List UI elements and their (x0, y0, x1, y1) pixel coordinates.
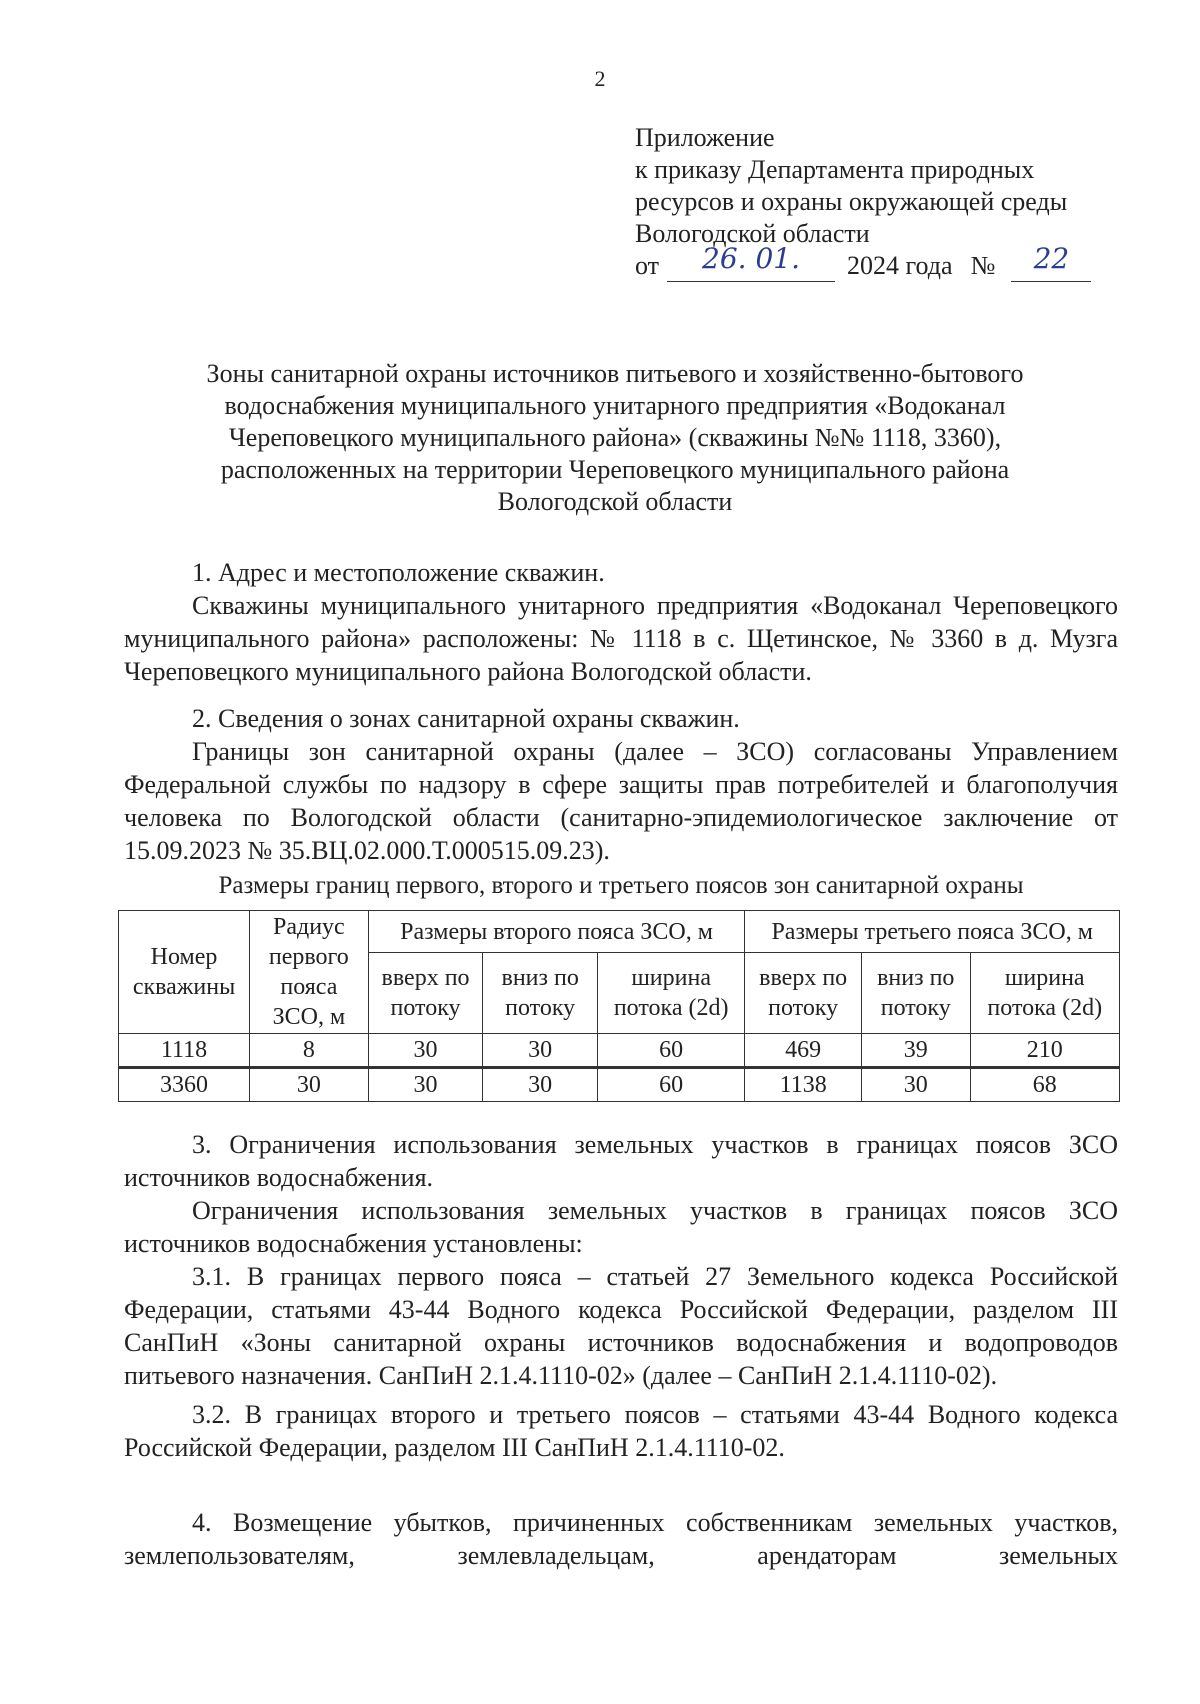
table-cell: 68 (970, 1068, 1120, 1102)
table-row (119, 1034, 1120, 1068)
section-1 (124, 556, 1118, 688)
section-3-1: 3.1. В границах первого пояса – статьей 27 Земельного кодекса Российской Федерации, статьями 43-44 Водного кодекса Российской Федерации, разделом III СанПиН «Зоны санитарной охраны источников водоснабжения и водопроводов питьевого назначения. СанПиН 2.1.4.1110-02» (далее – СанПиН 2.1.4.1110-02). (124, 1262, 1118, 1390)
title-line: расположенных на территории Череповецкого муниципального района (220, 455, 1010, 484)
header-third-down: вниз по потоку (862, 953, 970, 1034)
table-cell: 39 (862, 1034, 970, 1068)
section-2 (124, 702, 1118, 867)
section-3-intro: Ограничения использования земельных участков в границах поясов ЗСО источников водоснабжения установлены: (124, 1196, 1118, 1258)
annex-date-line (635, 242, 1155, 282)
table-cell: 30 (368, 1034, 483, 1068)
date-blank (667, 242, 835, 282)
title-line: Вологодской области (497, 487, 733, 516)
annex-line: к приказу Департамента природных (635, 155, 1035, 184)
table-cell: 30 (862, 1068, 970, 1102)
table-cell: 30 (250, 1068, 369, 1102)
table-caption: Размеры границ первого, второго и третьего поясов зон санитарной охраны (218, 872, 1024, 899)
header-second-zone: Размеры второго пояса ЗСО, м (368, 911, 745, 953)
year-text: 2024 года (847, 251, 953, 280)
section-3 (124, 1128, 1118, 1464)
title-line: Зоны санитарной охраны источников питьевого и хозяйственно-бытового (206, 359, 1024, 388)
title-line: Череповецкого муниципального района» (скважины №№ 1118, 3360), (228, 423, 1002, 452)
table-cell: 8 (250, 1034, 369, 1068)
section-1-heading: 1. Адрес и местоположение скважин. (192, 558, 605, 587)
header-third-up: вверх по потоку (745, 953, 862, 1034)
table-cell: 60 (597, 1034, 744, 1068)
header-third-zone: Размеры третьего пояса ЗСО, м (745, 911, 1120, 953)
header-second-down: вниз по потоку (483, 953, 598, 1034)
title-line: водоснабжения муниципального унитарного предприятия «Водоканал (224, 391, 1006, 420)
table-cell: 30 (483, 1068, 598, 1102)
document-title (120, 358, 1110, 518)
table-cell: 469 (745, 1034, 862, 1068)
section-4 (124, 1506, 1118, 1572)
annex-block (635, 122, 1155, 282)
annex-line: Приложение (635, 123, 775, 152)
table-cell: 60 (597, 1068, 744, 1102)
header-second-up: вверх по потоку (368, 953, 483, 1034)
section-3-2: 3.2. В границах второго и третьего поясов – статьями 43-44 Водного кодекса Российской Федерации, разделом III СанПиН 2.1.4.1110-02. (124, 1400, 1118, 1462)
annex-line: Вологодской области (635, 219, 870, 248)
header-number: Номер скважины (119, 911, 250, 1034)
page-number: 2 (594, 66, 606, 91)
handwritten-number: 22 (1033, 242, 1070, 275)
table-row (119, 1068, 1120, 1102)
annex-line: ресурсов и охраны окружающей среды (635, 187, 1068, 216)
section-3-heading: 3. Ограничения использования земельных участков в границах поясов ЗСО источников водоснабжения. (124, 1130, 1118, 1192)
handwritten-date: 26. 01. (702, 242, 801, 275)
table-cell: 30 (368, 1068, 483, 1102)
header-third-width: ширина потока (2d) (970, 953, 1120, 1034)
table-cell: 210 (970, 1034, 1120, 1068)
date-prefix: от (635, 251, 660, 280)
table-cell: 1118 (119, 1034, 250, 1068)
number-sign: № (970, 251, 996, 280)
number-blank (1011, 242, 1091, 282)
zso-table (118, 910, 1120, 1102)
section-1-text: Скважины муниципального унитарного предприятия «Водоканал Череповецкого муниципального района» расположены: № 1118 в с. Щетинское, № 3360 в д. Музга Череповецкого муниципального района Вологодской области. (124, 591, 1118, 686)
table-cell: 30 (483, 1034, 598, 1068)
table-cell: 3360 (119, 1068, 250, 1102)
section-2-heading: 2. Сведения о зонах санитарной охраны скважин. (192, 704, 740, 733)
header-radius: Радиус первого пояса ЗСО, м (250, 911, 369, 1034)
header-second-width: ширина потока (2d) (597, 953, 744, 1034)
section-4-text: 4. Возмещение убытков, причиненных собственникам земельных участков, землепользователям, землевладельцам, арендаторам земельных (124, 1508, 1118, 1570)
section-2-text: Границы зон санитарной охраны (далее – ЗСО) согласованы Управлением Федеральной службы по надзору в сфере защиты прав потребителей и благополучия человека по Вологодской области (санитарно-эпидемиологическое заключение от 15.09.2023 № 35.ВЦ.02.000.Т.000515.09.23). (124, 737, 1118, 865)
table-cell: 1138 (745, 1068, 862, 1102)
